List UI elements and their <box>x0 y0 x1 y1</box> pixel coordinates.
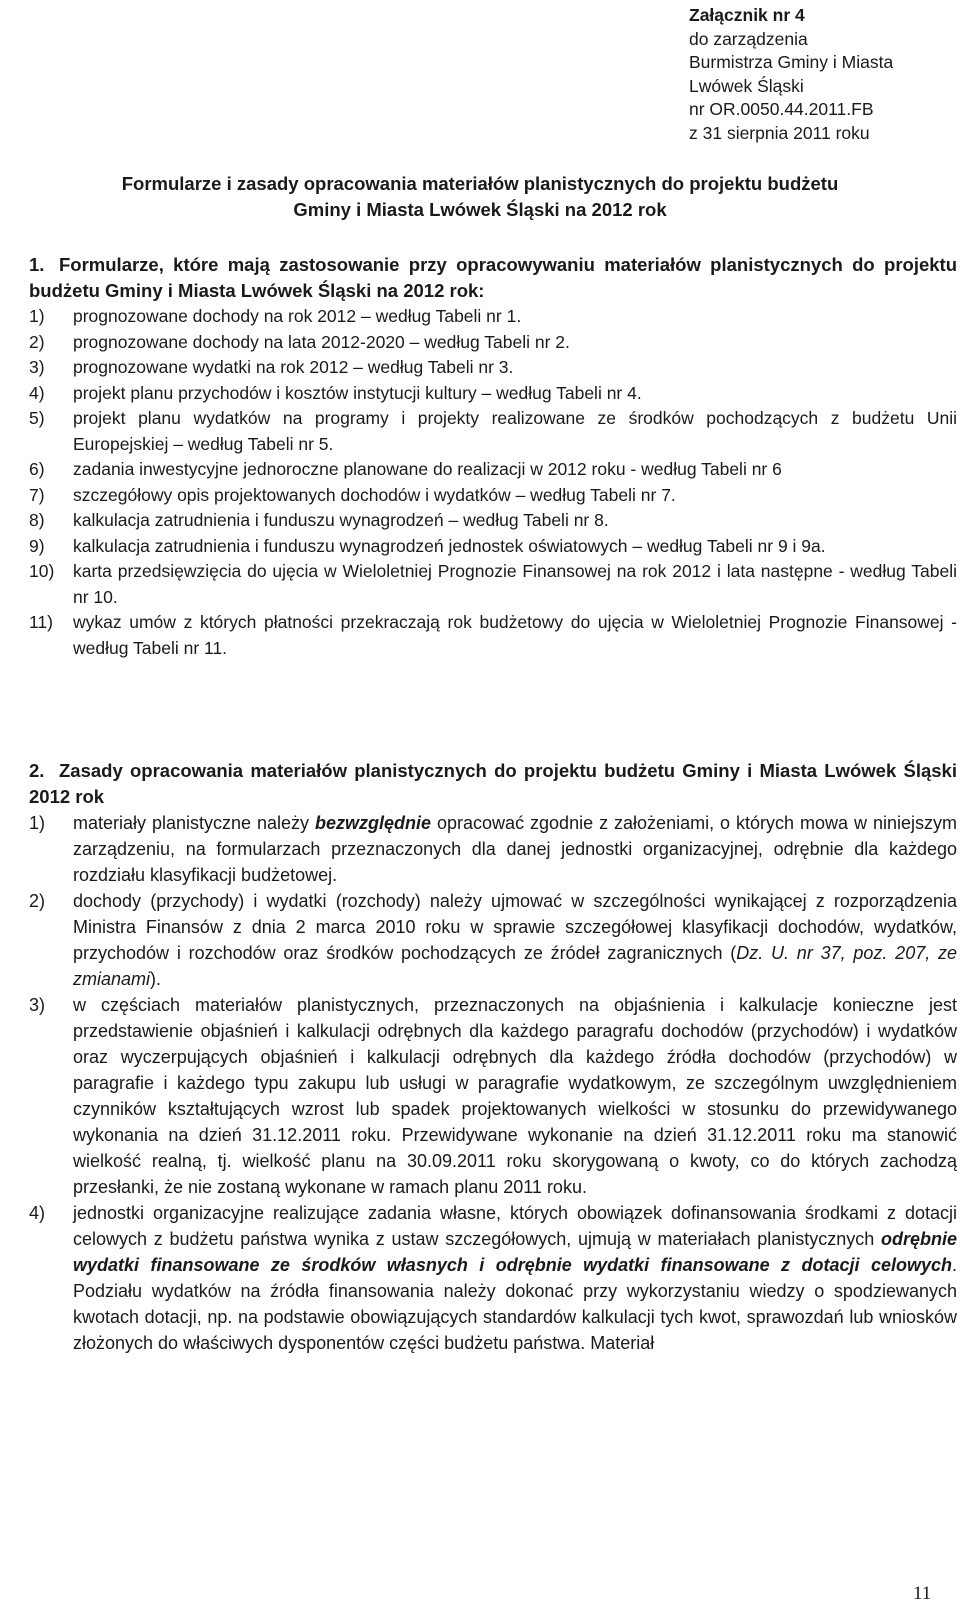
item-text: szczegółowy opis projektowanych dochodów i wydatków – według Tabeli nr 7. <box>73 484 676 505</box>
item-number: 7) <box>29 484 45 505</box>
section-1-heading <box>29 252 957 304</box>
item-number: 6) <box>29 459 45 479</box>
item-text: karta przedsięwzięcia do ujęcia w Wieloletniej Prognozie Finansowej na rok 2012 i lata następne - według Tabeli nr 10. <box>73 561 957 607</box>
list-item <box>29 610 957 661</box>
list-item <box>29 330 957 356</box>
page-number: 11 <box>913 1583 932 1604</box>
item-number: 9) <box>29 535 45 556</box>
item-text: . Podziału wydatków na źródła finansowania należy dokonać przy wykorzystaniu wiedzy o spodziewanych kwotach dotacji, np. na podstawie obowiązujących standardów kalkulacji tych kwot, sprawozdań lub wniosków złożonych do właściwych dysponentów części budżetu państwa. Materiał <box>73 1255 957 1353</box>
list-item <box>29 381 957 407</box>
list-item <box>29 457 957 483</box>
list-item <box>29 355 957 381</box>
annex-line: do zarządzenia <box>689 28 808 49</box>
section-2-number: 2. <box>29 760 45 781</box>
list-item <box>29 508 957 534</box>
item-text: kalkulacja zatrudnienia i funduszu wynagrodzeń jednostek oświatowych – według Tabeli nr 9 i 9a. <box>73 535 826 556</box>
list-item <box>29 992 957 1200</box>
list-item <box>29 888 957 992</box>
item-text: kalkulacja zatrudnienia i funduszu wynagrodzeń – według Tabeli nr 8. <box>73 510 609 530</box>
item-text: jednostki organizacyjne realizujące zadania własne, których obowiązek dofinansowania środkami z dotacji celowych z budżetu państwa wynika z ustaw szczegółowych, ujmują w materiałach planistycznych <box>73 1203 957 1249</box>
annex-line: nr OR.0050.44.2011.FB <box>689 99 874 119</box>
item-number: 2) <box>29 891 46 911</box>
section-2-heading <box>29 758 957 810</box>
item-text: projekt planu przychodów i kosztów instytucji kultury – według Tabeli nr 4. <box>73 382 642 403</box>
item-text: dochody (przychody) i wydatki (rozchody) należy ujmować w szczególności wynikającej z rozporządzenia Ministra Finansów z dnia 2 marca 2010 roku w sprawie szczegółowej klasyfikacji dochodów, wydatków, przychodów i rozchodów oraz środków pochodzących ze źródeł zagranicznych ( <box>73 891 957 963</box>
title-line-1: Formularze i zasady opracowania materiałów planistycznych do projektu budżetu <box>121 173 839 194</box>
section-2-heading-text: Zasady opracowania materiałów planistycznych do projektu budżetu Gminy i Miasta Lwówek Śląski 2012 rok <box>29 760 957 807</box>
item-text: wykaz umów z których płatności przekraczają rok budżetowy do ujęcia w Wieloletniej Prognozie Finansowej - według Tabeli nr 11. <box>73 612 957 658</box>
section-1-number: 1. <box>29 254 45 275</box>
item-number: 2) <box>29 331 45 352</box>
section-1 <box>29 252 957 661</box>
item-number: 11) <box>29 612 53 632</box>
item-text: ). <box>150 969 162 989</box>
item-number: 4) <box>29 382 45 403</box>
title-line-2: Gminy i Miasta Lwówek Śląski na 2012 rok <box>293 199 667 220</box>
section-1-heading-text: Formularze, które mają zastosowanie przy opracowywaniu materiałów planistycznych do projektu budżetu Gminy i Miasta Lwówek Śląski na 2012 rok: <box>29 254 957 301</box>
annex-line: Lwówek Śląski <box>689 75 804 96</box>
item-text: w częściach materiałów planistycznych, przeznaczonych na objaśnienia i kalkulacje konieczne jest przedstawienie objaśnień i kalkulacji odrębnych dla każdego paragrafu dochodów (przychodów) i wydatków oraz wyczerpujących objaśnień i kalkulacji odrębnych dla każdego źródła dochodów (przychodów) w paragrafie i każdego typu zakupu lub usługi w paragrafie wydatkowym, ze szczególnym uwzględnieniem czynników kształtujących wzrost lub spadek projektowanych wielkości w stosunku do przewidywanego wykonania na dzień 31.12.2011 roku. Przewidywane wykonanie na dzień 31.12.2011 roku ma stanowić wielkość realną, tj. wielkość planu na 30.09.2011 roku skorygowaną o kwoty, co do których zachodzą przesłanki, że nie zostaną wykonane w ramach planu 2011 roku. <box>73 995 957 1197</box>
list-item <box>29 559 957 610</box>
list-item <box>29 406 957 457</box>
list-item <box>29 304 957 330</box>
emphasis-text: odrębnie wydatki finansowane ze środków własnych i odrębnie wydatki finansowane z dotacji celowych <box>73 1229 957 1275</box>
item-number: 1) <box>29 813 46 833</box>
emphasis-text: bezwzględnie <box>315 813 432 833</box>
list-item <box>29 534 957 560</box>
item-number: 4) <box>29 1203 46 1223</box>
item-number: 3) <box>29 357 45 377</box>
item-text: prognozowane dochody na lata 2012-2020 – według Tabeli nr 2. <box>73 331 570 352</box>
annex-label: Załącznik nr 4 <box>689 5 805 25</box>
list-item <box>29 1200 957 1356</box>
item-number: 10) <box>29 561 55 581</box>
item-number: 8) <box>29 510 45 530</box>
item-number: 5) <box>29 408 45 428</box>
citation-text: Dz. U. nr 37, poz. 207, ze zmianami <box>73 943 957 989</box>
annex-header <box>689 4 893 145</box>
list-item <box>29 483 957 509</box>
item-text: zadania inwestycyjne jednoroczne planowane do realizacji w 2012 roku - według Tabeli nr 6 <box>73 459 782 479</box>
form-list <box>29 304 957 661</box>
item-number: 1) <box>29 306 45 326</box>
annex-line: z 31 sierpnia 2011 roku <box>689 122 870 143</box>
item-text: projekt planu wydatków na programy i projekty realizowane ze środków pochodzących z budżetu Unii Europejskiej – według Tabeli nr 5. <box>73 408 957 454</box>
annex-line: Burmistrza Gminy i Miasta <box>689 52 894 72</box>
item-text: materiały planistyczne należy <box>73 813 316 833</box>
item-text: opracować zgodnie z założeniami, o których mowa w niniejszym zarządzeniu, na formularzach przeznaczonych dla danej jednostki organizacyjnej, odrębnie dla każdego rozdziału klasyfikacji budżetowej. <box>73 813 958 885</box>
rules-list <box>29 810 957 1356</box>
item-text: prognozowane dochody na rok 2012 – według Tabeli nr 1. <box>73 306 522 326</box>
list-item <box>29 810 957 888</box>
section-2 <box>29 758 957 1356</box>
item-text: prognozowane wydatki na rok 2012 – według Tabeli nr 3. <box>73 357 514 377</box>
document-title <box>0 171 960 223</box>
item-number: 3) <box>29 995 46 1015</box>
